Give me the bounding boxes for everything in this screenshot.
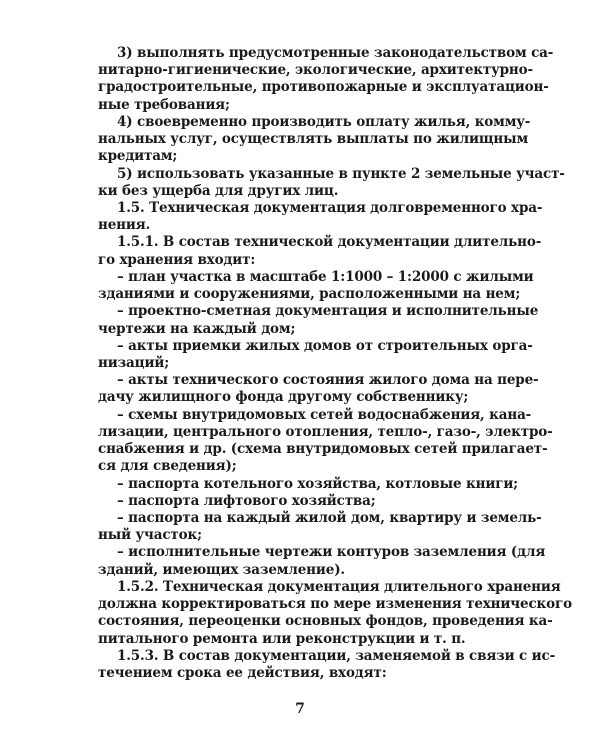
text-line: 3) выполнять предусмотренные законодательством са- bbox=[117, 45, 554, 61]
text-line: 4) своевременно производить оплату жилья, комму- bbox=[117, 114, 531, 130]
text-line: ки без ущерба для других лиц. bbox=[98, 183, 339, 199]
list-item-line: – акты технического состояния жилого дома на пере- bbox=[117, 372, 539, 388]
list-item-line: зданиями и сооружениями, расположенными на нем; bbox=[98, 286, 521, 302]
text-line: состояния, переоценки основных фондов, проведения ка- bbox=[98, 613, 553, 629]
text-line: 1.5.3. В состав документации, заменяемой в связи с ис- bbox=[117, 648, 556, 664]
list-item-line: чертежи на каждый дом; bbox=[98, 321, 296, 337]
list-item-line: – план участка в масштабе 1:1000 – 1:2000 с жилыми bbox=[117, 269, 534, 285]
list-item-line: снабжения и др. (схема внутридомовых сетей прилагает- bbox=[98, 441, 548, 457]
list-item-line: – паспорта на каждый жилой дом, квартиру и земель- bbox=[117, 510, 542, 526]
text-line: ные требования; bbox=[98, 97, 230, 113]
page-number: 7 bbox=[295, 701, 305, 717]
list-item-line: ся для сведения); bbox=[98, 458, 237, 474]
list-item-line: – паспорта котельного хозяйства, котловые книги; bbox=[117, 476, 519, 492]
list-item-line: – паспорта лифтового хозяйства; bbox=[117, 493, 376, 509]
list-item-line: зданий, имеющих заземление). bbox=[98, 562, 345, 578]
text-line: нитарно-гигиенические, экологические, архитектурно- bbox=[98, 62, 533, 78]
list-item-line: низаций; bbox=[98, 355, 170, 371]
text-line: кредитам; bbox=[98, 148, 178, 164]
text-line: 5) использовать указанные в пункте 2 земельные участ- bbox=[117, 166, 565, 182]
text-line: течением срока ее действия, входят: bbox=[98, 665, 387, 681]
list-item-line: – проектно-сметная документация и исполнительные bbox=[117, 303, 539, 319]
list-item-line: ный участок; bbox=[98, 527, 202, 543]
section-heading-line: нения. bbox=[98, 217, 151, 233]
text-line: 1.5.1. В состав технической документации длительно- bbox=[117, 234, 542, 250]
section-heading-line: 1.5. Техническая документация долговременного хра- bbox=[117, 200, 543, 216]
list-item-line: лизации, центрального отопления, тепло-, газо-, электро- bbox=[98, 424, 553, 440]
text-line: 1.5.2. Техническая документация длительного хранения bbox=[117, 579, 561, 595]
text-line: нальных услуг, осуществлять выплаты по жилищным bbox=[98, 131, 529, 147]
text-line: градостроительные, противопожарные и эксплуатацион- bbox=[98, 79, 549, 95]
text-line: питального ремонта или реконструкции и т. п. bbox=[98, 631, 466, 647]
list-item-line: – схемы внутридомовых сетей водоснабжения, кана- bbox=[117, 407, 532, 423]
list-item-line: дачу жилищного фонда другому собственнику; bbox=[98, 389, 469, 405]
text-line: должна корректироваться по мере изменения технического bbox=[98, 596, 572, 612]
list-item-line: – исполнительные чертежи контуров заземления (для bbox=[117, 544, 546, 560]
text-line: го хранения входит: bbox=[98, 252, 256, 268]
list-item-line: – акты приемки жилых домов от строительных орга- bbox=[117, 338, 533, 354]
